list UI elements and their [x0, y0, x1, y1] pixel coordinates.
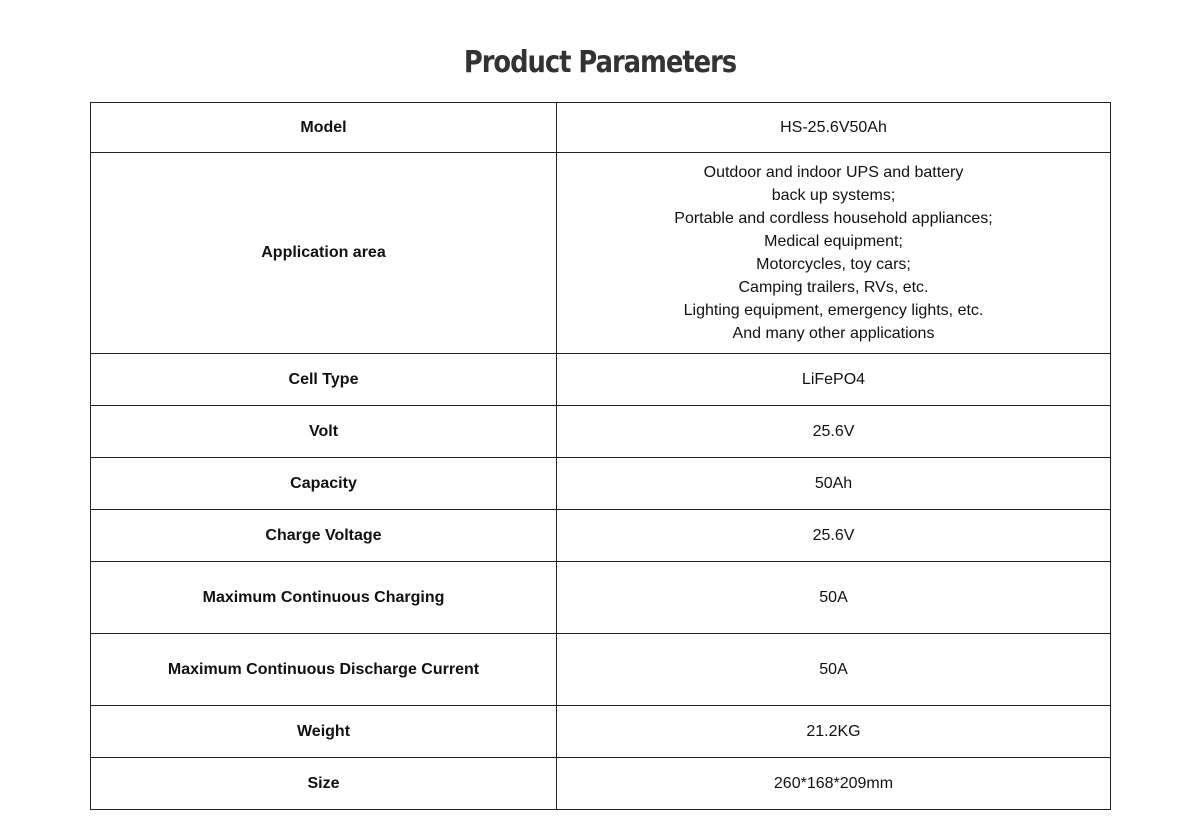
application-line: back up systems;	[771, 187, 896, 204]
table-row	[91, 758, 1111, 810]
row-value-max-continuous-charging: 50A	[557, 562, 1111, 634]
table-row	[91, 103, 1111, 153]
row-value-weight: 21.2KG	[557, 706, 1111, 758]
table-row	[91, 406, 1111, 458]
row-label-volt: Volt	[91, 406, 557, 458]
table-row	[91, 634, 1111, 706]
row-label-application-area: Application area	[91, 153, 557, 354]
row-value-volt: 25.6V	[557, 406, 1111, 458]
application-line: Lighting equipment, emergency lights, etc.	[683, 302, 984, 319]
table-row	[91, 562, 1111, 634]
application-line: And many other applications	[732, 325, 935, 342]
row-label-max-continuous-discharge-current: Maximum Continuous Discharge Current	[91, 634, 557, 706]
row-label-weight: Weight	[91, 706, 557, 758]
table-row	[91, 354, 1111, 406]
row-label-charge-voltage: Charge Voltage	[91, 510, 557, 562]
row-value-capacity: 50Ah	[557, 458, 1111, 510]
table-row	[91, 153, 1111, 354]
application-line: Camping trailers, RVs, etc.	[738, 279, 929, 296]
row-label-max-continuous-charging: Maximum Continuous Charging	[91, 562, 557, 634]
row-value-size: 260*168*209mm	[557, 758, 1111, 810]
product-parameters-table	[90, 102, 1111, 810]
application-line: Outdoor and indoor UPS and battery	[703, 164, 964, 181]
table-row	[91, 458, 1111, 510]
row-value-model: HS-25.6V50Ah	[557, 103, 1111, 153]
table-row	[91, 706, 1111, 758]
application-line: Motorcycles, toy cars;	[756, 256, 911, 273]
row-label-size: Size	[91, 758, 557, 810]
row-value-charge-voltage: 25.6V	[557, 510, 1111, 562]
row-value-cell-type: LiFePO4	[557, 354, 1111, 406]
table-row	[91, 510, 1111, 562]
row-value-application-area	[557, 153, 1111, 354]
row-value-max-continuous-discharge-current: 50A	[557, 634, 1111, 706]
application-line: Medical equipment;	[764, 233, 903, 250]
row-label-model: Model	[91, 103, 557, 153]
application-line: Portable and cordless household appliances;	[674, 210, 993, 227]
row-label-capacity: Capacity	[91, 458, 557, 510]
row-label-cell-type: Cell Type	[91, 354, 557, 406]
page-title: Product Parameters	[463, 45, 737, 80]
